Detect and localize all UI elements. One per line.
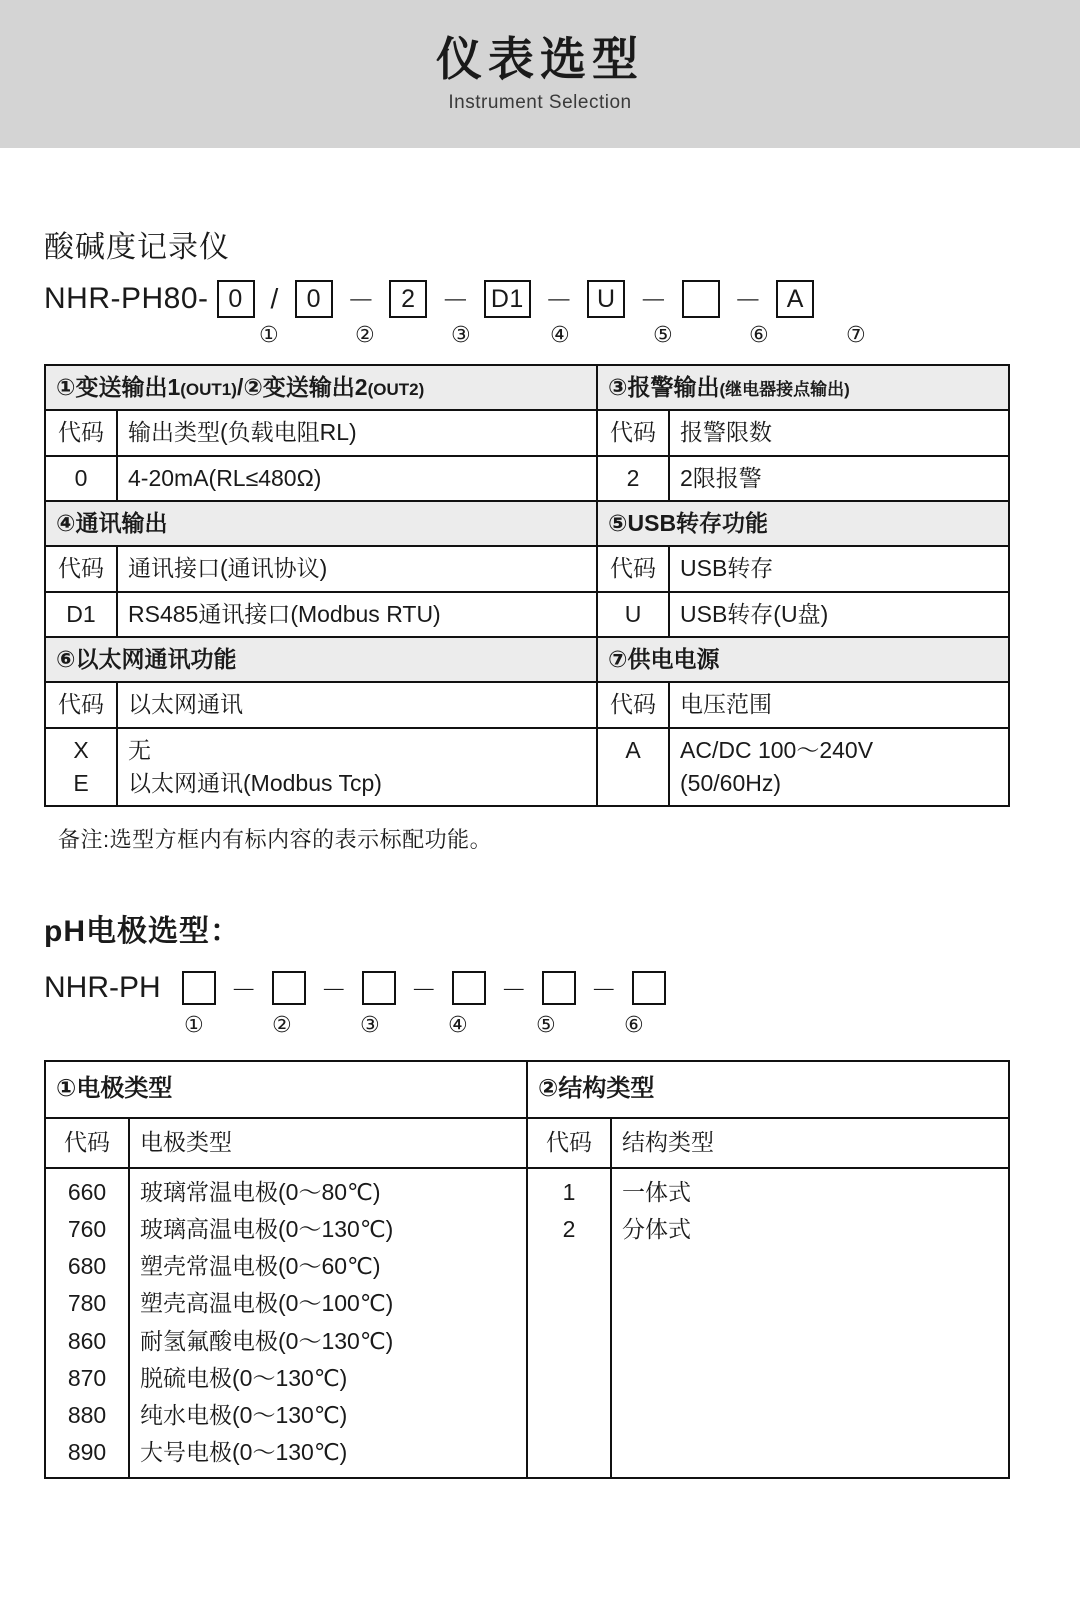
ph-code-box-2 bbox=[272, 971, 306, 1005]
ph-code-box-6 bbox=[632, 971, 666, 1005]
list-item: 680 bbox=[67, 1253, 107, 1280]
page-banner bbox=[0, 0, 1080, 148]
separator-1: － bbox=[346, 285, 376, 316]
table-row bbox=[45, 1168, 1009, 1478]
code-box-5: U bbox=[587, 280, 625, 318]
code-box-1: 0 bbox=[217, 280, 255, 318]
table-row bbox=[45, 728, 1009, 807]
list-item: 大号电极(0～130℃) bbox=[140, 1439, 348, 1466]
index-marker-5: ⑤ bbox=[653, 322, 673, 347]
cell-eth-values bbox=[117, 728, 597, 807]
cell-power-label: 电压范围 bbox=[669, 682, 1009, 727]
index-marker-7: ⑦ bbox=[846, 322, 866, 347]
list-item: 860 bbox=[67, 1327, 107, 1354]
cell-comm-code: D1 bbox=[45, 592, 117, 637]
index-marker-3: ③ bbox=[451, 322, 471, 347]
table-row bbox=[45, 456, 1009, 501]
ph-index-marker-5: ⑤ bbox=[536, 1012, 556, 1038]
cell-eth-codes bbox=[45, 728, 117, 807]
ph-electrode-names bbox=[129, 1168, 527, 1478]
list-item: 玻璃常温电极(0～80℃) bbox=[140, 1178, 381, 1205]
table-row bbox=[45, 637, 1009, 682]
table-row bbox=[45, 501, 1009, 546]
ph-structure-names bbox=[611, 1168, 1009, 1478]
separator-5: － bbox=[733, 285, 763, 316]
cell-code-label-4: 代码 bbox=[597, 546, 669, 591]
header-power: ⑦供电电源 bbox=[597, 637, 1009, 682]
separator-2: － bbox=[441, 285, 470, 316]
cell-code-label-3: 代码 bbox=[45, 546, 117, 591]
code-box-7: A bbox=[776, 280, 814, 318]
selection-note: 备注:选型方框内有标内容的表示标配功能。 bbox=[58, 827, 493, 853]
header-output-group bbox=[45, 365, 597, 410]
ph-index-marker-2: ② bbox=[272, 1012, 292, 1038]
ph-model-prefix: NHR-PH bbox=[44, 971, 161, 1005]
cell-output-type-label: 输出类型(负载电阻RL) bbox=[117, 410, 597, 455]
ph-dash-2: － bbox=[320, 974, 347, 1005]
model-prefix: NHR-PH80- bbox=[44, 282, 209, 315]
page-content bbox=[0, 222, 1080, 1479]
list-item: 2 bbox=[562, 1215, 576, 1242]
cell-usb-label: USB转存 bbox=[669, 546, 1009, 591]
ph-index-marker-6: ⑥ bbox=[624, 1012, 644, 1038]
cell-code-label-2: 代码 bbox=[597, 410, 669, 455]
list-item: 纯水电极(0～130℃) bbox=[140, 1402, 348, 1429]
cell-power-value-1: AC/DC 100～240V bbox=[680, 736, 874, 763]
cell-usb-value: USB转存(U盘) bbox=[669, 592, 1009, 637]
header-comm: ④通讯输出 bbox=[45, 501, 597, 546]
ph-section-heading: pH电极选型： bbox=[44, 915, 241, 949]
cell-eth-value-1: 无 bbox=[128, 736, 151, 763]
ph-index-marker-1: ① bbox=[184, 1012, 204, 1038]
table-row bbox=[45, 592, 1009, 637]
list-item: 870 bbox=[67, 1364, 107, 1391]
table-row bbox=[45, 1061, 1009, 1118]
ph-table bbox=[44, 1060, 1010, 1478]
ph-header-electrode-type: ①电极类型 bbox=[45, 1061, 527, 1118]
cell-alarm-value: 2限报警 bbox=[669, 456, 1009, 501]
separator-3: － bbox=[544, 285, 574, 316]
table-row bbox=[45, 1118, 1009, 1167]
index-marker-4: ④ bbox=[550, 322, 570, 347]
cell-output-value: 4-20mA(RL≤480Ω) bbox=[117, 456, 597, 501]
ph-cell-code-label-1: 代码 bbox=[45, 1118, 129, 1167]
header-out1-small: (OUT1) bbox=[180, 380, 237, 399]
ph-header-structure-type: ②结构类型 bbox=[527, 1061, 1009, 1118]
header-ethernet: ⑥以太网通讯功能 bbox=[45, 637, 597, 682]
ph-index-row bbox=[44, 1012, 1036, 1046]
ph-code-box-5 bbox=[542, 971, 576, 1005]
header-alarm-small: (继电器接点输出) bbox=[719, 380, 850, 399]
cell-comm-label: 通讯接口(通讯协议) bbox=[117, 546, 597, 591]
spec-table bbox=[44, 364, 1010, 807]
list-item: 脱硫电极(0～130℃) bbox=[140, 1364, 348, 1391]
cell-code-label-1: 代码 bbox=[45, 410, 117, 455]
separator-4: － bbox=[639, 285, 668, 316]
product-title: 酸碱度记录仪 bbox=[44, 231, 230, 264]
ph-index-marker-3: ③ bbox=[360, 1012, 380, 1038]
header-out1: ①变送输出1 bbox=[56, 374, 181, 400]
index-marker-2: ② bbox=[355, 322, 375, 347]
header-out2: /②变送输出2 bbox=[236, 374, 368, 400]
ph-cell-code-label-2: 代码 bbox=[527, 1118, 611, 1167]
ph-cell-type-label-1: 电极类型 bbox=[129, 1118, 527, 1167]
cell-eth-value-2: 以太网通讯(Modbus Tcp) bbox=[128, 770, 382, 797]
index-marker-6: ⑥ bbox=[749, 322, 769, 347]
model-code-line bbox=[44, 276, 1036, 322]
cell-code-label-6: 代码 bbox=[597, 682, 669, 727]
cell-output-code: 0 bbox=[45, 456, 117, 501]
cell-eth-code-1: X bbox=[73, 736, 89, 763]
table-row bbox=[45, 410, 1009, 455]
model-index-row bbox=[44, 322, 1036, 356]
ph-dash-3: － bbox=[410, 974, 437, 1005]
ph-dash-5: － bbox=[590, 974, 617, 1005]
list-item: 耐氢氟酸电极(0～130℃) bbox=[140, 1327, 394, 1354]
list-item: 一体式 bbox=[622, 1178, 692, 1205]
ph-index-marker-4: ④ bbox=[448, 1012, 468, 1038]
list-item: 玻璃高温电极(0～130℃) bbox=[140, 1215, 394, 1242]
banner-title: 仪表选型 bbox=[436, 32, 644, 85]
header-alarm: ③报警输出 bbox=[608, 374, 720, 400]
list-item: 1 bbox=[562, 1178, 576, 1205]
cell-code-label-5: 代码 bbox=[45, 682, 117, 727]
cell-usb-code: U bbox=[597, 592, 669, 637]
ph-structure-codes bbox=[527, 1168, 611, 1478]
list-item: 880 bbox=[67, 1402, 107, 1429]
ph-model-code-line bbox=[44, 964, 1036, 1012]
code-box-3: 2 bbox=[389, 280, 427, 318]
table-row bbox=[45, 682, 1009, 727]
cell-power-code: A bbox=[597, 728, 669, 807]
ph-electrode-codes bbox=[45, 1168, 129, 1478]
list-item: 760 bbox=[67, 1215, 107, 1242]
cell-power-value-2: (50/60Hz) bbox=[680, 770, 781, 797]
list-item: 分体式 bbox=[622, 1215, 692, 1242]
code-box-2: 0 bbox=[295, 280, 333, 318]
cell-alarm-label: 报警限数 bbox=[669, 410, 1009, 455]
cell-comm-value: RS485通讯接口(Modbus RTU) bbox=[117, 592, 597, 637]
cell-power-values bbox=[669, 728, 1009, 807]
banner-subtitle: Instrument Selection bbox=[448, 92, 632, 114]
ph-dash-4: － bbox=[500, 974, 527, 1005]
cell-eth-code-2: E bbox=[73, 770, 89, 797]
ph-code-box-1 bbox=[182, 971, 216, 1005]
ph-cell-type-label-2: 结构类型 bbox=[611, 1118, 1009, 1167]
separator-slash: / bbox=[270, 283, 279, 314]
code-box-4: D1 bbox=[484, 280, 531, 318]
table-row bbox=[45, 365, 1009, 410]
header-usb: ⑤USB转存功能 bbox=[597, 501, 1009, 546]
ph-code-box-3 bbox=[362, 971, 396, 1005]
header-out2-small: (OUT2) bbox=[367, 380, 425, 399]
list-item: 890 bbox=[67, 1439, 107, 1466]
header-alarm-group bbox=[597, 365, 1009, 410]
ph-code-box-4 bbox=[452, 971, 486, 1005]
code-box-6 bbox=[682, 280, 720, 318]
cell-alarm-code: 2 bbox=[597, 456, 669, 501]
list-item: 780 bbox=[67, 1290, 107, 1317]
table-row bbox=[45, 546, 1009, 591]
list-item: 660 bbox=[67, 1178, 107, 1205]
index-marker-1: ① bbox=[259, 322, 279, 347]
ph-dash-1: － bbox=[230, 974, 257, 1005]
cell-eth-label: 以太网通讯 bbox=[117, 682, 597, 727]
list-item: 塑壳高温电极(0～100℃) bbox=[140, 1290, 394, 1317]
list-item: 塑壳常温电极(0～60℃) bbox=[140, 1253, 381, 1280]
